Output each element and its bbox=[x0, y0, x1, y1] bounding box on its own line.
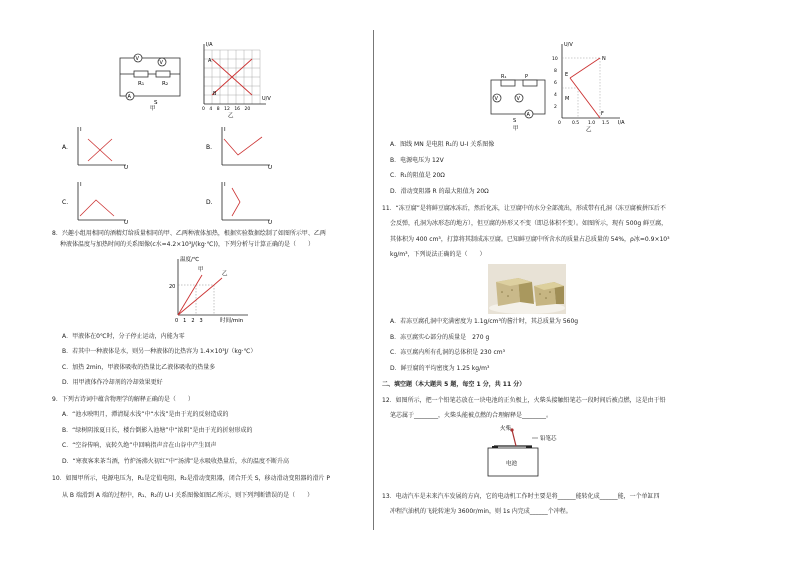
battery-diagram bbox=[482, 424, 572, 480]
svg-text:0 1 2 3: 0 1 2 3 bbox=[175, 318, 203, 324]
point-n: N bbox=[602, 56, 606, 62]
svg-text:1.5: 1.5 bbox=[602, 121, 610, 126]
point-f: F bbox=[601, 111, 604, 117]
circuit-right-caption: 甲 bbox=[513, 126, 519, 132]
q10-opt-d: D．滑动变阻器 R 的最大阻值为 20Ω bbox=[390, 188, 489, 195]
circuit-diagram-left bbox=[112, 48, 188, 110]
option-graph-b bbox=[206, 125, 274, 169]
temperature-chart bbox=[168, 255, 252, 325]
q8-opt-c: C．加热 2min，甲液体吸收的热量比乙液体吸收的热量多 bbox=[62, 364, 216, 371]
option-b-axis-y: I bbox=[224, 127, 226, 133]
r1-label: R₁ bbox=[138, 81, 145, 87]
r2-label: R₂ bbox=[162, 81, 169, 87]
q9-opt-b: B．“绿树阴浓夏日长，楼台倒影入池塘”中“浓阴”是由于光的折射形成的 bbox=[62, 427, 253, 434]
svg-text:R₁: R₁ bbox=[501, 74, 507, 80]
point-a: A bbox=[208, 58, 212, 64]
graph-axis-x: U/V bbox=[262, 96, 271, 102]
point-e: E bbox=[565, 72, 569, 78]
series-a-label: 甲 bbox=[198, 267, 204, 273]
svg-text:2: 2 bbox=[554, 105, 557, 110]
q10-opt-a: A．图线 MN 是电阻 R₁的 U-I 关系图像 bbox=[390, 141, 495, 148]
option-a-axis-y: I bbox=[80, 127, 82, 133]
q11-line3: 其体积为 400 cm³，打算将其制成冻豆腐。已知鲜豆腐中所含水的质量占总质量的 54%，ρ冰=0.9×10³ bbox=[390, 236, 670, 243]
q12-line2: 笔芯属于________，火柴头能被点燃的合理解释是________。 bbox=[390, 412, 553, 419]
q11-opt-d: D．鲜豆腐的平均密度为 1.25 kg/m³ bbox=[390, 365, 490, 372]
option-d-label: D. bbox=[206, 199, 213, 206]
column-divider bbox=[373, 30, 374, 530]
graph-right-axis-y: U/V bbox=[564, 42, 573, 48]
option-a-label: A. bbox=[62, 144, 68, 151]
q10-opt-b: B．电源电压为 12V bbox=[390, 157, 444, 164]
q9-stem: 9．下列古诗词中蕴含物理学的解释正确的是（ ） bbox=[52, 396, 194, 403]
q8-opt-d: D．用甲液体作冷却剂的冷却效果更好 bbox=[62, 379, 163, 386]
q9-opt-d: D．“寒夜客来茶当酒，竹炉汤沸火初红”中“汤沸”是水吸收热量后，水的温度不断升高 bbox=[62, 458, 290, 465]
option-c-label: C. bbox=[62, 199, 69, 206]
series-b-label: 乙 bbox=[222, 271, 228, 277]
q12-line1: 12．如图所示，把一个铅笔芯放在一块电池的正负极上，火柴头接触铅笔芯一段时间后被点燃，这是由于铅 bbox=[382, 397, 666, 404]
match-label: 火柴 bbox=[500, 426, 512, 432]
option-graph-d bbox=[206, 180, 274, 224]
circuit-caption: 甲 bbox=[150, 106, 156, 112]
circuit-diagram-right bbox=[485, 72, 551, 132]
q9-opt-c: C．“空谷传响，哀转久绝”中回响指声音在山谷中产生回声 bbox=[62, 442, 217, 449]
point-b: B bbox=[213, 91, 217, 97]
svg-text:P: P bbox=[525, 74, 529, 80]
option-c-axis-x: U bbox=[124, 220, 129, 226]
option-b-label: B. bbox=[206, 144, 213, 151]
q11-opt-c: C．冻豆腐内所有孔洞的总体积是 230 cm³ bbox=[390, 349, 506, 356]
q11-line1: 11．“冻豆腐”是将鲜豆腐冰冻后，然后化冻，让豆腐中的水分全部流出，形成带有孔洞（冻豆腐被拼压后不 bbox=[382, 205, 666, 212]
q10-opt-c: C．R₁的阻值是 20Ω bbox=[390, 172, 445, 179]
q8-opt-a: A．甲液体在0℃时，分子停止运动，内能为零 bbox=[62, 333, 185, 340]
q10-line1: 10．如图甲所示，电源电压为，R₁是定值电阻，R₂是滑动变阻器，闭合开关 S，移动滑动变阻器的滑片 P bbox=[52, 475, 331, 482]
svg-text:1.0: 1.0 bbox=[588, 121, 596, 126]
q13-line2: 冲程汽油机的飞轮转速为 3600r/min，则 1s 内完成______个冲程。 bbox=[390, 508, 572, 515]
graph-axis-y: I/A bbox=[206, 42, 213, 48]
svg-text:S: S bbox=[513, 118, 517, 124]
svg-text:V: V bbox=[135, 56, 139, 62]
q10-line2: 从 B 端滑到 A 端的过程中，R₁、R₂的 U-I 关系图像如图乙所示，则下列判断错误的是（ ） bbox=[62, 492, 314, 499]
option-graph-a bbox=[62, 125, 130, 169]
chart-x-label: 时间/min bbox=[220, 318, 244, 324]
graph-right-axis-x: I/A bbox=[618, 120, 625, 126]
ui-graph-left bbox=[196, 42, 276, 118]
svg-text:8: 8 bbox=[554, 69, 557, 74]
section-2-heading: 二、填空题（本大题共 5 题，每空 1 分，共 11 分） bbox=[382, 381, 526, 388]
option-graph-c bbox=[62, 180, 130, 224]
switch-label: S bbox=[154, 100, 158, 106]
graph-caption: 乙 bbox=[228, 113, 234, 119]
svg-text:10: 10 bbox=[552, 57, 558, 62]
q11-opt-b: B．冻豆腐实心部分的质量是 270 g bbox=[390, 334, 490, 341]
q8-line2: 种液体温度与加热时间的关系图像(c水=4.2×10³J/(kg·℃))，下列分析与计算正确的是（ ） bbox=[60, 241, 315, 248]
svg-text:V: V bbox=[159, 60, 163, 66]
q11-opt-a: A．若冻豆腐孔洞中充满密度为 1.1g/cm³的酱汁时，其总质量为 560g bbox=[390, 318, 579, 325]
svg-text:0.5: 0.5 bbox=[572, 121, 580, 126]
option-c-axis-y: I bbox=[80, 182, 82, 188]
svg-text:V: V bbox=[494, 96, 498, 102]
option-b-axis-x: U bbox=[268, 165, 273, 171]
point-m: M bbox=[565, 96, 570, 102]
svg-text:V: V bbox=[516, 96, 520, 102]
q8-opt-b: B．若其中一种液体是水，则另一种液体的比热容为 1.4×10³J/（kg·℃） bbox=[62, 348, 257, 355]
ui-graph-right bbox=[548, 40, 628, 132]
q11-line2: 会反弹，孔洞为冰形态的地方），但豆腐的外形又不变（即总体积不变）。如图所示，现有 500g 鲜豆腐， bbox=[390, 220, 668, 227]
svg-text:A: A bbox=[526, 112, 530, 118]
svg-text:4: 4 bbox=[554, 93, 557, 98]
option-a-axis-x: U bbox=[124, 165, 129, 171]
q13-line1: 13．电动汽车是未来汽车发展的方向，它的电动机工作时主要是将______能转化成______能，一个单缸四 bbox=[382, 493, 660, 500]
svg-text:6: 6 bbox=[554, 81, 557, 86]
graph-right-caption: 乙 bbox=[586, 127, 592, 133]
svg-text:A: A bbox=[127, 94, 131, 100]
option-d-axis-y: I bbox=[224, 182, 226, 188]
graph-right-origin: 0 bbox=[558, 121, 561, 126]
tofu-photo bbox=[488, 264, 566, 314]
q9-opt-a: A．“池水映明月，潭清疑水浅”中“水浅”是由于光的反射造成的 bbox=[62, 411, 229, 418]
q11-line4: kg/m³，下列说法正确的是（ ） bbox=[390, 251, 486, 258]
svg-text:20: 20 bbox=[169, 284, 176, 290]
option-d-axis-x: U bbox=[268, 220, 273, 226]
q8-line1: 8．兴趣小组用相同的酒精灯给质量相同的甲、乙两种液体加热，根据实验数据绘制了如图所示甲、乙两 bbox=[52, 230, 326, 237]
battery-label: 电池 bbox=[506, 461, 518, 467]
svg-text:0 4 8 12 16 20: 0 4 8 12 16 20 bbox=[202, 107, 251, 112]
pencil-lead-label: 铅笔芯 bbox=[540, 436, 557, 442]
chart-title: 温度/℃ bbox=[180, 257, 200, 263]
